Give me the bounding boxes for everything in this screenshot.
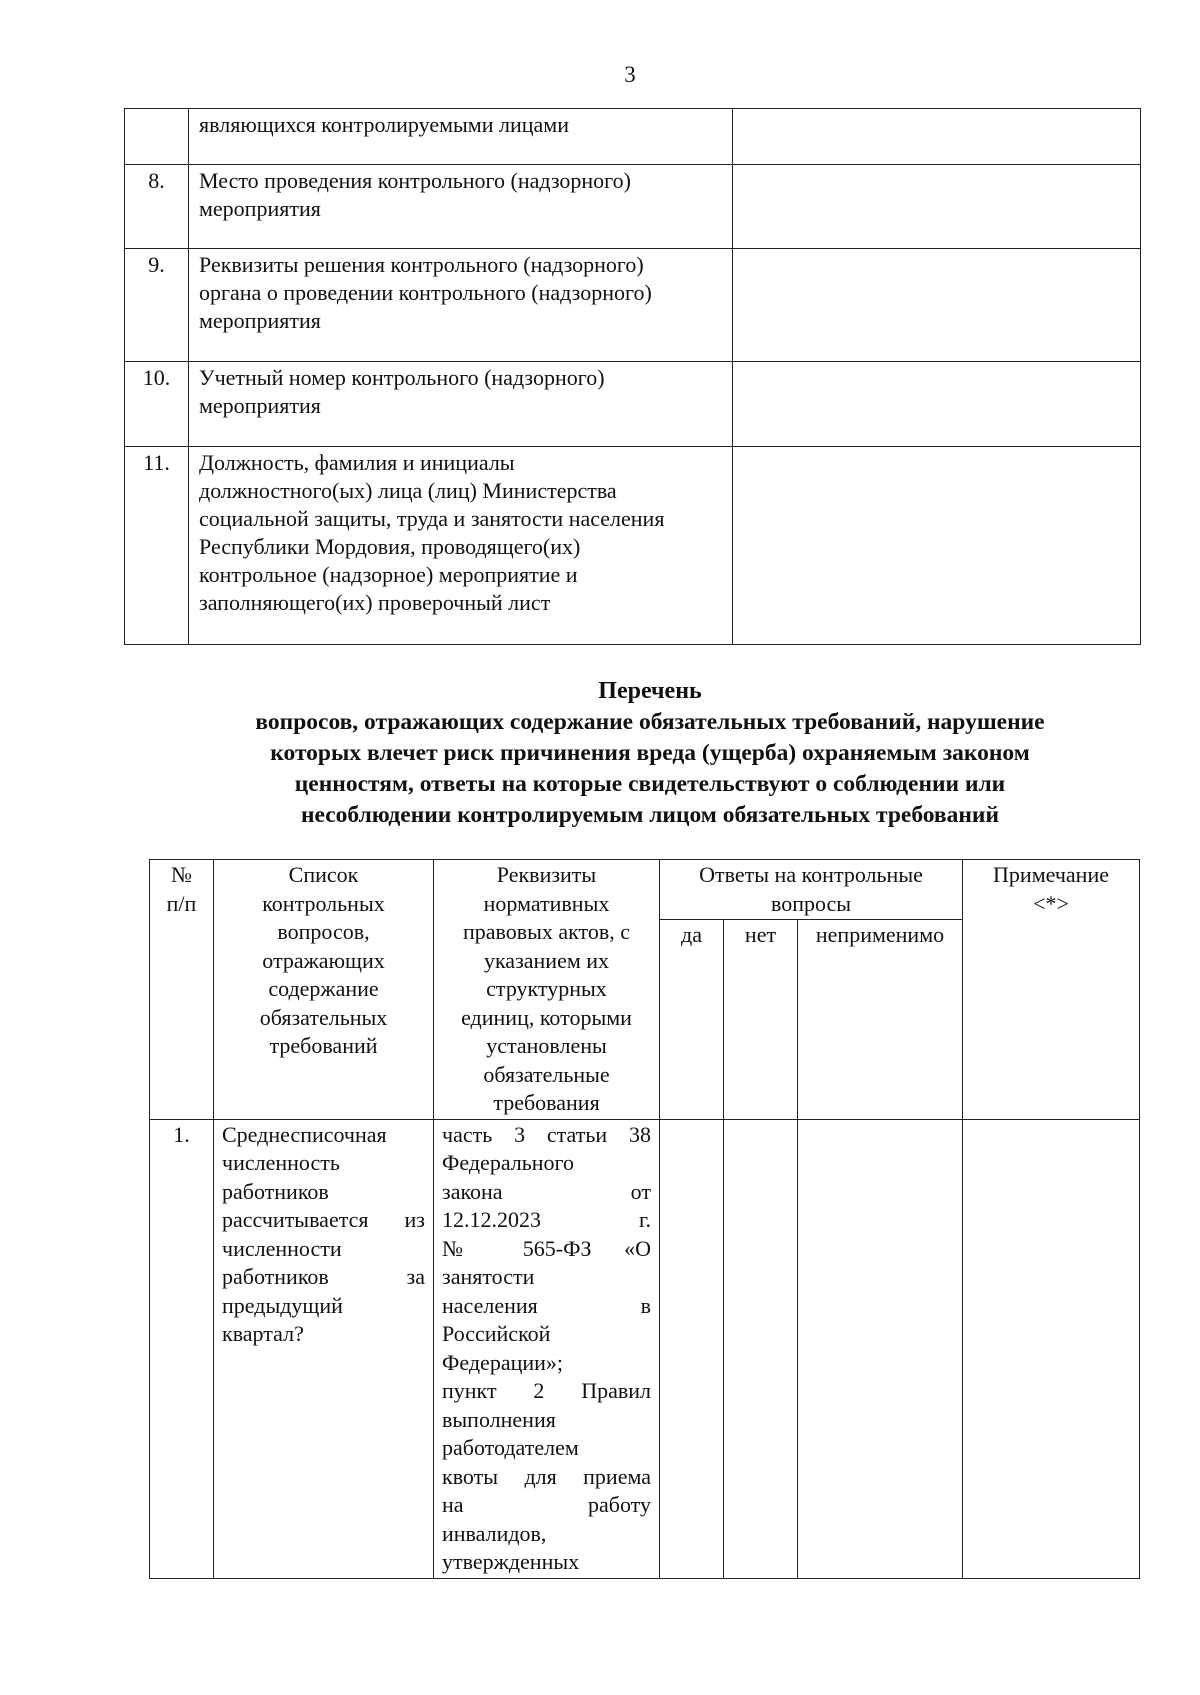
answer-no-cell[interactable] [724, 1119, 798, 1578]
label-line: мероприятия [199, 308, 321, 333]
label-line: заполняющего(их) проверочный лист [199, 590, 551, 615]
label-line: Место проведения контрольного (надзорного) [199, 168, 631, 193]
info-row-value[interactable] [733, 165, 1141, 249]
info-row-number [125, 109, 189, 165]
info-row [125, 362, 1141, 447]
info-row-label [189, 362, 733, 447]
answer-yes-cell[interactable] [660, 1119, 724, 1578]
title-line: вопросов, отражающих содержание обязательных требований, нарушение [255, 709, 1045, 735]
title-heading: Перечень [598, 678, 702, 704]
header-row [150, 860, 1140, 920]
header-yes: да [660, 920, 724, 1120]
info-row-value[interactable] [733, 249, 1141, 362]
info-row-label [189, 165, 733, 249]
info-row-label [189, 447, 733, 645]
label-line: социальной защиты, труда и занятости населения [199, 506, 665, 531]
label-line: органа о проведении контрольного (надзорного) [199, 280, 652, 305]
row-number: 1. [150, 1119, 214, 1578]
info-row [125, 447, 1141, 645]
note-cell[interactable] [963, 1119, 1140, 1578]
info-row [125, 109, 1141, 165]
title-line: несоблюдении контролируемым лицом обязательных требований [300, 802, 999, 828]
label-line: Реквизиты решения контрольного (надзорного) [199, 252, 644, 277]
info-row-value[interactable] [733, 362, 1141, 447]
checklist-title [150, 676, 1150, 831]
header-not-applicable: неприменимо [798, 920, 963, 1120]
answer-not-applicable-cell[interactable] [798, 1119, 963, 1578]
label-line: контрольное (надзорное) мероприятие и [199, 562, 578, 587]
header-legal-acts: Реквизиты нормативных правовых актов, с указанием их структурных единиц, которыми установлены обязательные требования [434, 860, 660, 1120]
info-row-number: 11. [125, 447, 189, 645]
info-table [124, 108, 1141, 645]
info-row-number: 8. [125, 165, 189, 249]
label-line: Республики Мордовия, проводящего(их) [199, 534, 581, 559]
info-row-number: 10. [125, 362, 189, 447]
info-row-label [189, 109, 733, 165]
info-row-label [189, 249, 733, 362]
page-number: 3 [624, 62, 636, 87]
label-line: Учетный номер контрольного (надзорного) [199, 365, 605, 390]
header-questions: Список контрольных вопросов, отражающих содержание обязательных требований [214, 860, 434, 1120]
row-question: Среднесписочная численность работников рассчитывается из численности работников за предыдущий квартал? [214, 1119, 434, 1578]
label-line: должностного(ых) лица (лиц) Министерства [199, 478, 617, 503]
title-line: которых влечет риск причинения вреда (ущерба) охраняемым законом [270, 740, 1030, 766]
header-no: нет [724, 920, 798, 1120]
table-row [150, 1119, 1140, 1578]
row-legal-acts: часть 3 статьи 38 Федерального закона от 12.12.2023 г. № 565-ФЗ «О занятости населения в Российской Федерации»; пункт 2 Правил выполнения работодателем квоты для приема на работу инвалидов, утвержденных [434, 1119, 660, 1578]
info-row-number: 9. [125, 249, 189, 362]
label-line: мероприятия [199, 393, 321, 418]
info-row-value[interactable] [733, 447, 1141, 645]
header-number: № п/п [150, 860, 214, 1120]
label-line: Должность, фамилия и инициалы [199, 450, 515, 475]
title-line: ценностям, ответы на которые свидетельствуют о соблюдении или [294, 771, 1006, 797]
info-row [125, 249, 1141, 362]
label-line: мероприятия [199, 196, 321, 221]
checklist-table [149, 859, 1140, 1579]
header-answers: Ответы на контрольные вопросы [660, 860, 963, 920]
info-row [125, 165, 1141, 249]
info-row-value[interactable] [733, 109, 1141, 165]
label-line: являющихся контролируемыми лицами [199, 112, 569, 137]
header-note: Примечание <*> [963, 860, 1140, 1120]
